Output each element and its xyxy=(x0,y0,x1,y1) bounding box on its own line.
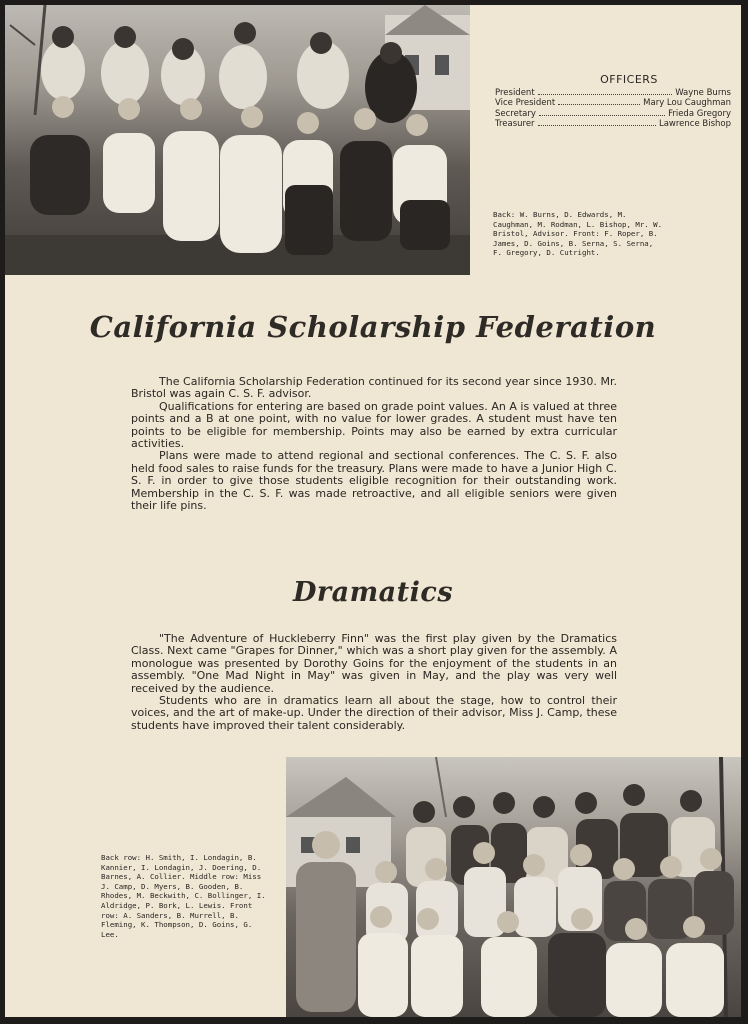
officer-name: Frieda Gregory xyxy=(668,108,731,119)
paragraph: Students who are in dramatics learn all about the stage, how to control their voices, and the art of make-up. Under the direction of their advisor, Miss J. Camp, these students have improved their talent considerably. xyxy=(131,694,617,732)
paragraph: "The Adventure of Huckleberry Finn" was the first play given by the Dramatics Class. Next came "Grapes for Dinner," which was a short play given for the assembly. A monologue was presented by Dorothy Goins for the enjoyment of the students in an assembly. "One Mad Night in May" was given in May, and the play was very well received by the audience. xyxy=(131,632,617,695)
officer-name: Wayne Burns xyxy=(675,87,731,98)
officer-role: Vice President xyxy=(495,98,556,108)
dramatics-article xyxy=(131,633,617,732)
paragraph: Qualifications for entering are based on grade point values. An A is valued at three points and a B at one point, with no value for lower grades. A student must have ten points to be eligible for membership. Points may also be earned by extra curricular activities. xyxy=(131,399,617,451)
officer-role: Treasurer xyxy=(495,119,535,129)
leader-dots xyxy=(558,104,640,105)
dramatics-heading: Dramatics xyxy=(292,577,454,608)
dramatics-group-photo xyxy=(286,757,741,1017)
csf-heading: California Scholarship Federation xyxy=(89,310,657,344)
officer-row xyxy=(495,98,731,109)
yearbook-page xyxy=(5,5,741,1017)
officer-role: Secretary xyxy=(495,108,536,119)
officers-title: OFFICERS xyxy=(600,73,658,86)
officer-name: Mary Lou Caughman xyxy=(643,98,731,108)
leader-dots xyxy=(538,125,656,126)
officers-list xyxy=(495,75,731,130)
paragraph: Plans were made to attend regional and sectional conferences. The C. S. F. also held food sales to raise funds for the treasury. Plans were made to have a Junior High C. S. F. in order to give those students eligible recognition for their outstanding work. Membership in the C. S. F. was made retroactive, and all eligible seniors were given their life pins. xyxy=(131,449,617,513)
officer-row xyxy=(495,88,731,99)
officer-row xyxy=(495,109,731,120)
csf-photo-caption: Back: W. Burns, D. Edwards, M. Caughman, M. Rodman, L. Bishop, Mr. W. Bristol, Advisor. Front: F. Roper, B. James, D. Goins, B. Serna, S. Serna, F. Gregory, D. Cutright. xyxy=(493,210,663,258)
csf-group-photo xyxy=(5,5,470,275)
leader-dots xyxy=(538,94,673,95)
leader-dots xyxy=(539,115,665,116)
dramatics-photo-caption: Back row: H. Smith, I. Londagin, B. Kannier, I. Londagin, J. Doering, D. Barnes, A. Collier. Middle row: Miss J. Camp, D. Myers, B. Gooden, B. Rhodes, M. Beckwith, C. Bollinger, I. Aldridge, P. Bork, L. Lewis. Front row: A. Sanders, B. Murrell, B. Fleming, K. Thompson, D. Goins, G. Lee. xyxy=(101,853,266,939)
csf-article xyxy=(131,376,617,512)
officer-row xyxy=(495,119,731,130)
officer-role: President xyxy=(495,87,535,98)
officer-name: Lawrence Bishop xyxy=(658,119,731,129)
paragraph: The California Scholarship Federation continued for its second year since 1930. Mr. Bristol was again C. S. F. advisor. xyxy=(131,375,617,401)
